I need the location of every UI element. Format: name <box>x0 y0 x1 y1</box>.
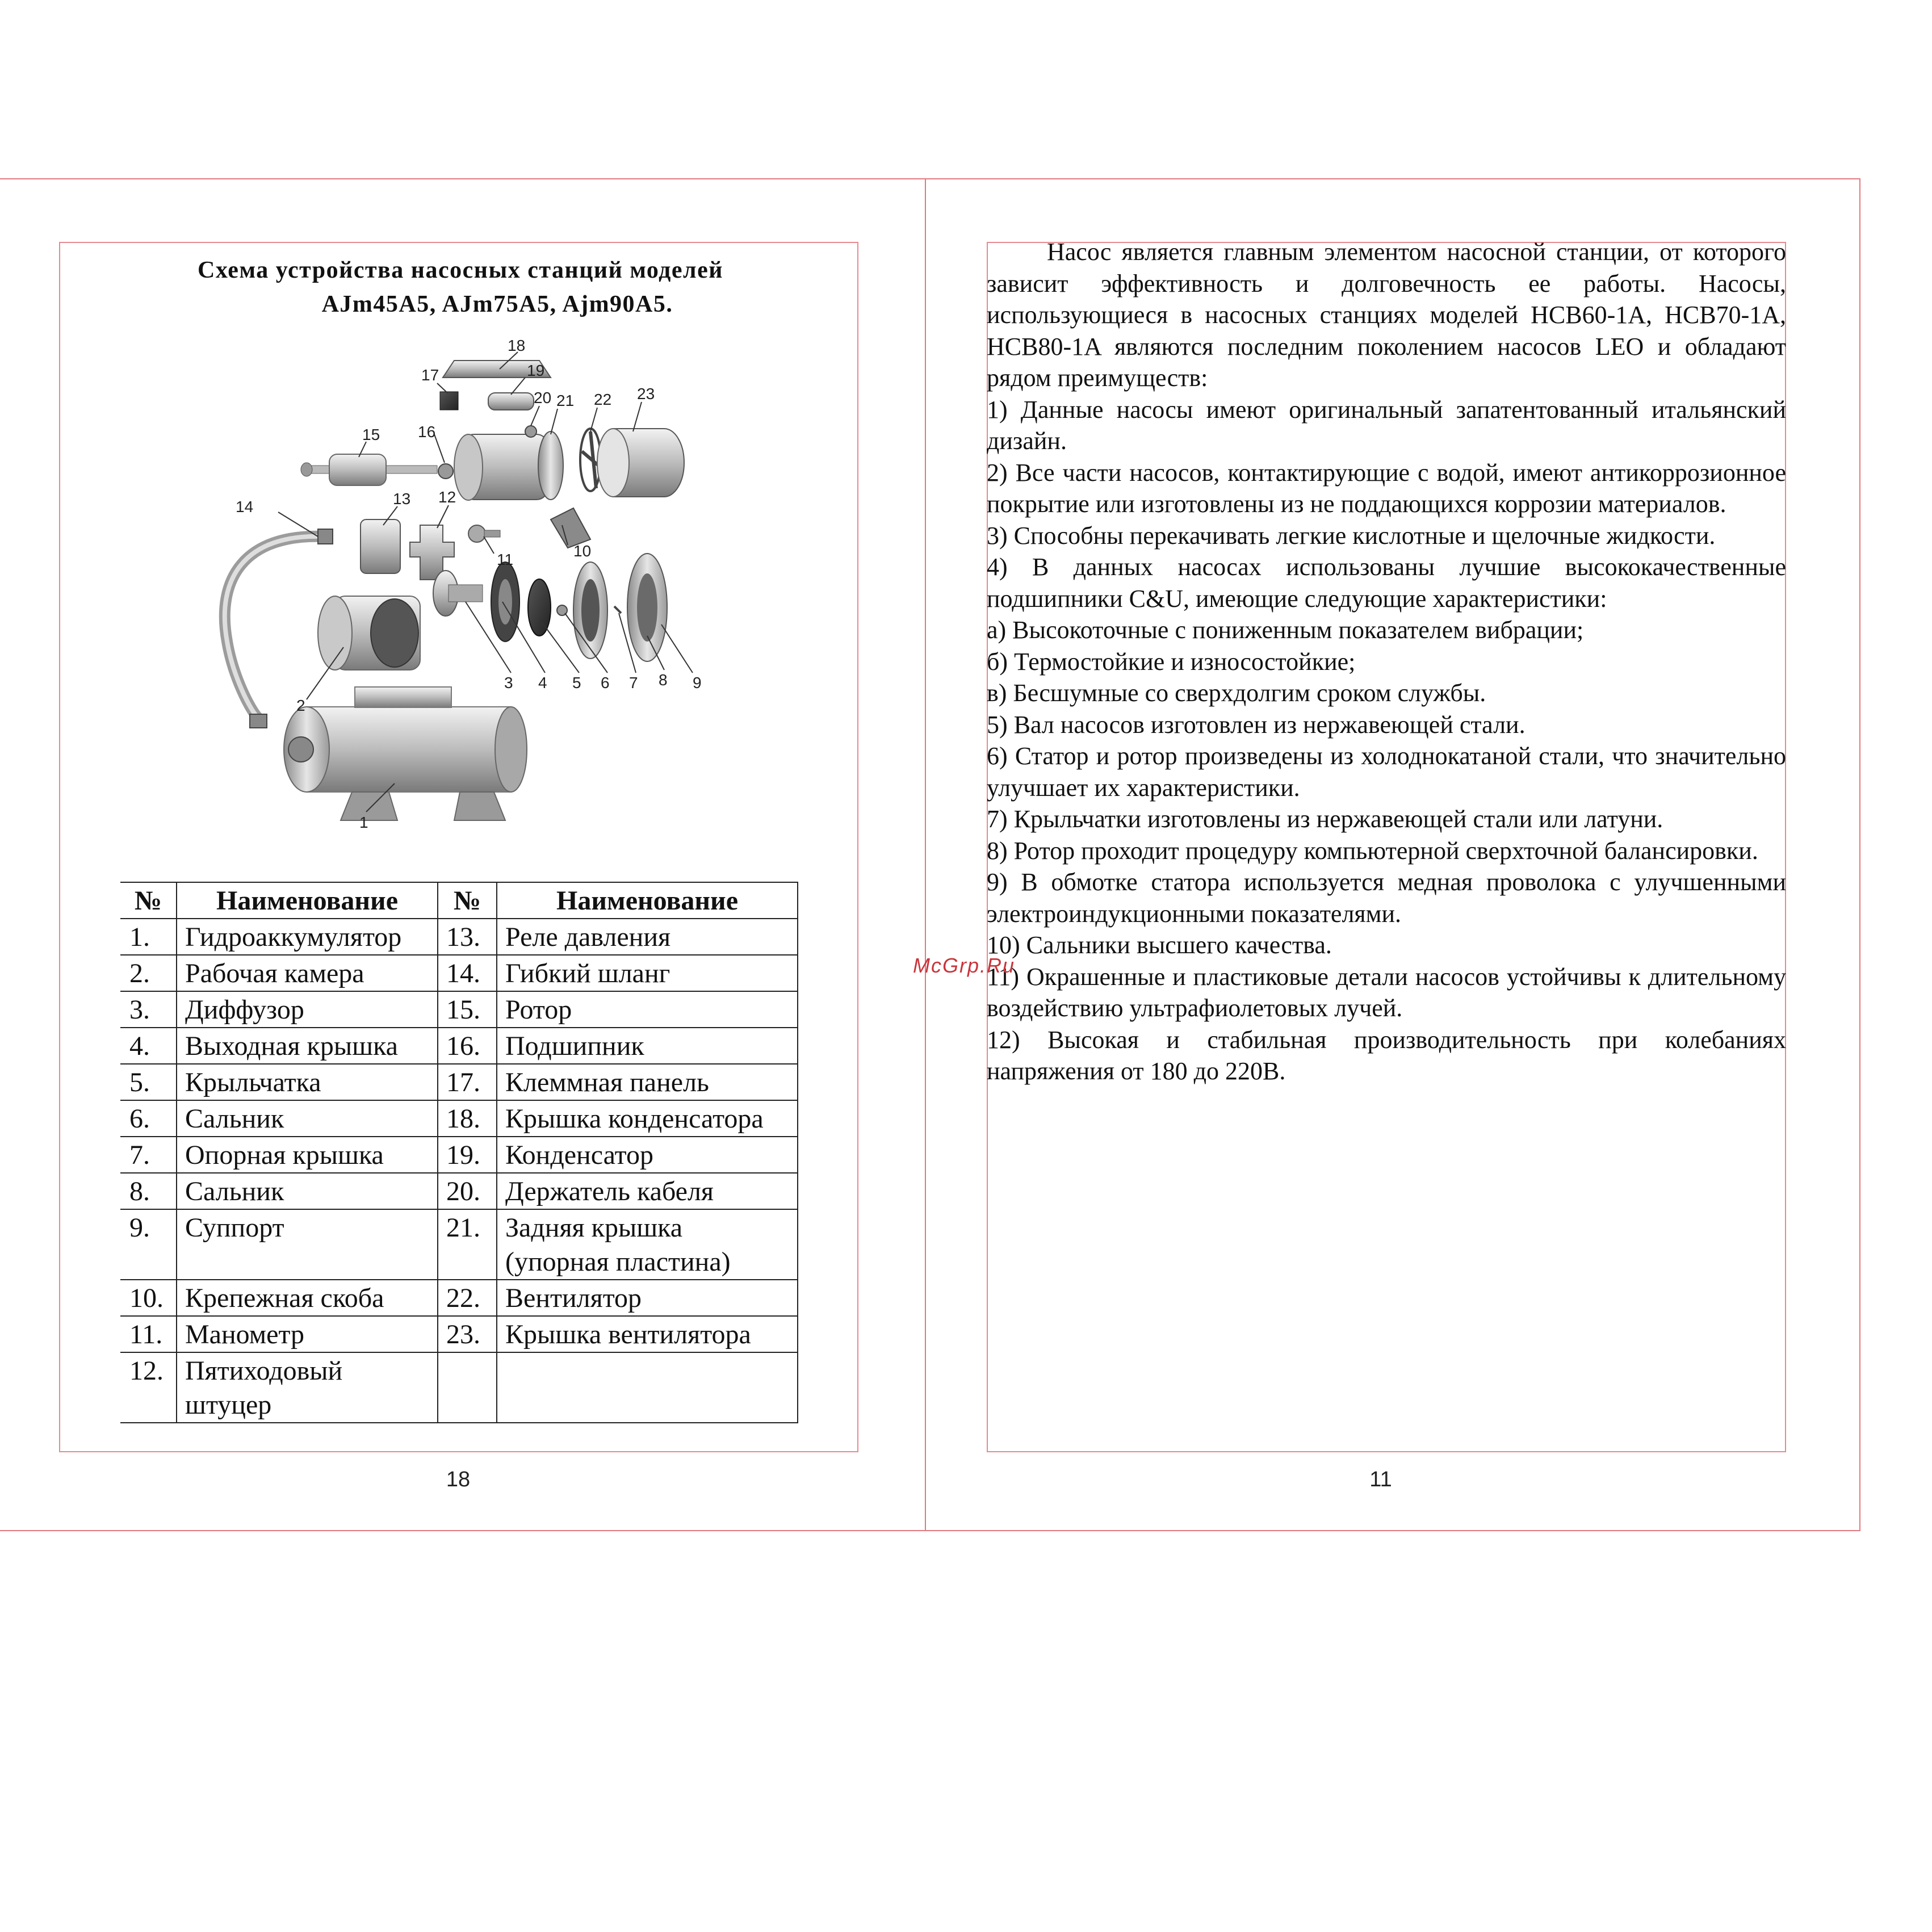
advantage-item: 10) Сальники высшего качества. <box>987 931 1332 959</box>
header-num-1: № <box>120 882 177 919</box>
bearing-feature: в) Бесшумные со сверхдолгим сроком службы. <box>987 679 1486 707</box>
cell-num: 9. <box>120 1209 177 1280</box>
cell-name: Вентилятор <box>497 1280 798 1316</box>
cell-num: 17. <box>438 1064 497 1100</box>
callout-4: 4 <box>538 674 547 692</box>
cell-num: 16. <box>438 1028 497 1064</box>
table-row <box>120 991 798 1028</box>
table-row <box>120 1028 798 1064</box>
part-motor-housing <box>454 434 548 500</box>
cell-num: 22. <box>438 1280 497 1316</box>
sheet-top-line <box>0 178 1859 179</box>
cell-num: 3. <box>120 991 177 1028</box>
parts-table <box>120 882 798 1423</box>
right-page-number: 11 <box>1369 1468 1392 1491</box>
callout-15: 15 <box>362 426 380 443</box>
advantage-item: 9) В обмотке статора используется медная проволока с улучшенными электроиндукционными показателями. <box>987 868 1786 928</box>
part-back-cover <box>538 431 563 500</box>
header-num-2: № <box>438 882 497 919</box>
title-line-1: Схема устройства насосных станций моделей <box>198 257 723 283</box>
advantage-item: 4) В данных насосах использованы лучшие высококачественные подшипники C&U, имеющие следующие характеристики: <box>987 553 1786 613</box>
cell-name: Реле давления <box>497 919 798 955</box>
bearing-feature: б) Термостойкие и износостойкие; <box>987 647 1356 676</box>
callout-8: 8 <box>659 671 668 689</box>
cell-num: 18. <box>438 1100 497 1137</box>
callout-23: 23 <box>637 385 655 403</box>
advantage-item: 11) Окрашенные и пластиковые детали насосов устойчивы к длительному воздействию ультрафиолетовых лучей. <box>987 962 1786 1022</box>
cell-name: Сальник <box>177 1173 438 1209</box>
part-fan-cover <box>597 429 684 497</box>
watermark: McGrp.Ru <box>913 954 1016 977</box>
cell-name: Пятиходовый штуцер <box>177 1352 438 1423</box>
table-row <box>120 1173 798 1209</box>
header-name-2: Наименование <box>497 882 798 919</box>
left-page-number: 18 <box>446 1468 471 1491</box>
table-row <box>120 919 798 955</box>
sheet-right-line <box>1859 178 1860 1531</box>
callout-2: 2 <box>296 697 305 714</box>
part-impeller <box>528 579 551 636</box>
callout-7: 7 <box>629 674 638 692</box>
cell-name <box>497 1352 798 1423</box>
callout-1: 1 <box>359 814 368 831</box>
cell-num: 15. <box>438 991 497 1028</box>
callout-12: 12 <box>438 488 456 506</box>
cell-name: Крышка вентилятора <box>497 1316 798 1352</box>
cell-num: 21. <box>438 1209 497 1280</box>
table-header-row <box>120 882 798 919</box>
table-row <box>120 955 798 991</box>
part-support-cover <box>573 562 607 659</box>
advantage-item: 1) Данные насосы имеют оригинальный запатентованный итальянский дизайн. <box>987 395 1786 455</box>
cell-num: 10. <box>120 1280 177 1316</box>
callout-3: 3 <box>504 674 513 692</box>
cell-name: Суппорт <box>177 1209 438 1280</box>
callout-16: 16 <box>418 423 436 441</box>
part-terminal-panel <box>440 392 458 410</box>
cell-num: 12. <box>120 1352 177 1423</box>
cell-num: 19. <box>438 1137 497 1173</box>
part-rotor <box>301 454 437 485</box>
table-row <box>120 1280 798 1316</box>
callout-22: 22 <box>594 391 612 408</box>
callout-17: 17 <box>421 366 439 384</box>
cell-num <box>438 1352 497 1423</box>
table-row <box>120 1352 798 1423</box>
part-pressure-switch <box>361 519 400 573</box>
cell-name: Крышка конденсатора <box>497 1100 798 1137</box>
cell-num: 11. <box>120 1316 177 1352</box>
part-working-chamber <box>318 596 420 670</box>
callout-14: 14 <box>236 498 254 516</box>
cell-num: 7. <box>120 1137 177 1173</box>
cell-num: 5. <box>120 1064 177 1100</box>
callout-11: 11 <box>497 551 514 568</box>
advantage-item: 2) Все части насосов, контактирующие с водой, имеют антикоррозионное покрытие или изготовлены из не поддающихся коррозии материалов. <box>987 458 1786 518</box>
callout-21: 21 <box>556 392 575 409</box>
cell-name: Выходная крышка <box>177 1028 438 1064</box>
advantage-item: 7) Крыльчатки изготовлены из нержавеющей стали или латуни. <box>987 805 1663 833</box>
title-line-2: AJm45A5, AJm75A5, Ajm90A5. <box>321 291 673 317</box>
cell-name: Держатель кабеля <box>497 1173 798 1209</box>
cell-name: Диффузор <box>177 991 438 1028</box>
sheet-bottom-line <box>0 1530 1859 1531</box>
advantage-item: 3) Способны перекачивать легкие кислотные и щелочные жидкости. <box>987 521 1716 550</box>
advantages-text <box>987 236 1786 1087</box>
part-tank <box>284 687 527 820</box>
cell-num: 4. <box>120 1028 177 1064</box>
part-bearing <box>438 464 453 479</box>
callout-10: 10 <box>573 542 592 560</box>
cell-name: Крыльчатка <box>177 1064 438 1100</box>
cell-name: Сальник <box>177 1100 438 1137</box>
cell-num: 14. <box>438 955 497 991</box>
table-row <box>120 1137 798 1173</box>
callout-9: 9 <box>693 674 702 692</box>
cell-num: 23. <box>438 1316 497 1352</box>
callout-19: 19 <box>527 362 545 379</box>
part-diffuser <box>433 571 483 616</box>
part-support <box>627 554 667 661</box>
cell-name: Гидроаккумулятор <box>177 919 438 955</box>
advantage-item: 5) Вал насосов изготовлен из нержавеющей стали. <box>987 710 1526 739</box>
cell-num: 20. <box>438 1173 497 1209</box>
cell-name: Ротор <box>497 991 798 1028</box>
cell-num: 6. <box>120 1100 177 1137</box>
part-outlet-cover <box>491 562 519 642</box>
cell-name: Подшипник <box>497 1028 798 1064</box>
advantage-item: 6) Статор и ротор произведены из холоднокатаной стали, что значительно улучшает их характеристики. <box>987 742 1786 802</box>
intro-paragraph: Насос является главным элементом насосной станции, от которого зависит эффективность и долговечность ее работы. Насосы, использующиеся в насосных станциях моделей HCB60-1A, HCB70-1A, HCB80-1A являются последним поколением насосов LEO и обладают рядом преимуществ: <box>987 238 1786 392</box>
advantage-item: 12) Высокая и стабильная производительность при колебаниях напряжения от 180 до 220В. <box>987 1025 1786 1085</box>
cell-name: Клеммная панель <box>497 1064 798 1100</box>
header-name-1: Наименование <box>177 882 438 919</box>
diagram-title <box>60 253 861 321</box>
cell-name: Крепежная скоба <box>177 1280 438 1316</box>
cell-name: Гибкий шланг <box>497 955 798 991</box>
advantage-item: 8) Ротор проходит процедуру компьютерной сверхточной балансировки. <box>987 836 1758 865</box>
part-seal-2 <box>614 606 621 613</box>
table-row <box>120 1064 798 1100</box>
exploded-pump-diagram <box>210 329 721 869</box>
bearing-feature: а) Высокоточные с пониженным показателем вибрации; <box>987 616 1584 644</box>
part-capacitor <box>488 393 534 410</box>
callout-13: 13 <box>393 490 411 508</box>
cell-name: Задняя крышка (упорная пластина) <box>497 1209 798 1280</box>
table-row <box>120 1316 798 1352</box>
part-cable-holder <box>525 426 537 437</box>
cell-num: 2. <box>120 955 177 991</box>
cell-num: 1. <box>120 919 177 955</box>
sheet-center-line <box>925 178 926 1531</box>
callout-18: 18 <box>508 337 526 354</box>
cell-num: 8. <box>120 1173 177 1209</box>
part-manometer <box>468 525 500 542</box>
callout-20: 20 <box>534 389 552 406</box>
table-row <box>120 1100 798 1137</box>
cell-num: 13. <box>438 919 497 955</box>
callout-6: 6 <box>601 674 610 692</box>
cell-name: Манометр <box>177 1316 438 1352</box>
cell-name: Конденсатор <box>497 1137 798 1173</box>
table-row <box>120 1209 798 1280</box>
callout-5: 5 <box>572 674 581 692</box>
cell-name: Рабочая камера <box>177 955 438 991</box>
cell-name: Опорная крышка <box>177 1137 438 1173</box>
